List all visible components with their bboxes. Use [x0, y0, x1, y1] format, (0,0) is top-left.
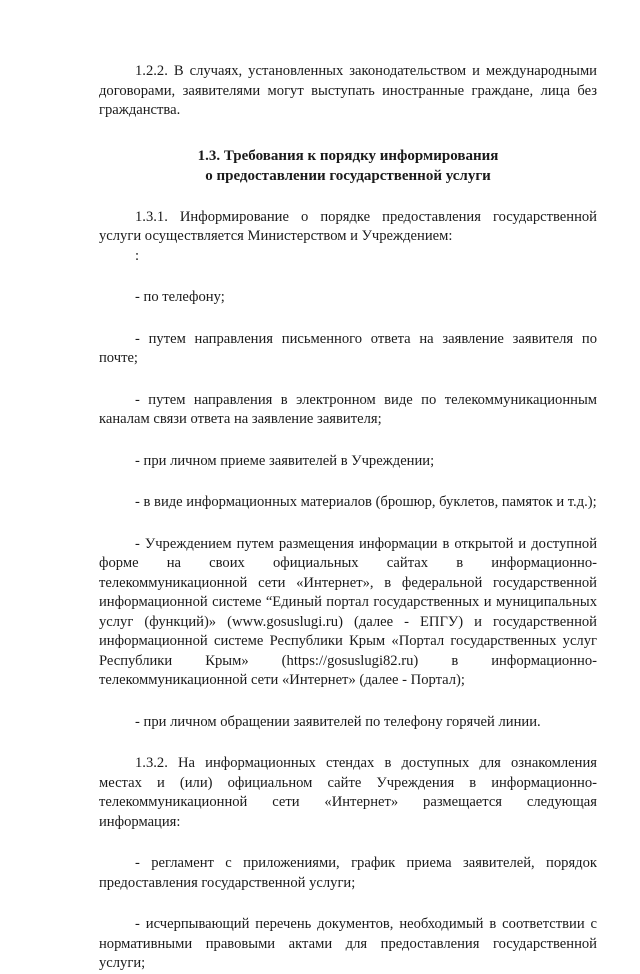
paragraph-1-3-2: 1.3.2. На информационных стендах в доступных для ознакомления местах и (или) официальном сайте Учреждения в информационно-телекоммуникационной сети «Интернет» размещается следующая информация: — [99, 755, 597, 830]
list-item-info-materials: - в виде информационных материалов (брошюр, буклетов, памяток и т.д.); — [135, 494, 597, 510]
list-item-document-list: - исчерпывающий перечень документов, необходимый в соответствии с нормативными правовыми актами для предоставления государственной услуги; — [99, 916, 597, 971]
section-heading-line-2: о предоставлении государственной услуги — [205, 167, 491, 184]
paragraph-1-2-2: 1.2.2. В случаях, установленных законодательством и международными договорами, заявителями могут выступать иностранные граждане, лица без гражданства. — [99, 63, 597, 118]
paragraph-1-3-1: 1.3.1. Информирование о порядке предоставления государственной услуги осуществляется Министерством и Учреждением: — [99, 208, 597, 244]
colon-line: : — [135, 247, 140, 264]
section-heading — [99, 146, 597, 186]
list-item-regulation: - регламент с приложениями, график приема заявителей, порядок предоставления государственной услуги; — [99, 855, 597, 891]
list-item-personal-reception: - при личном приеме заявителей в Учреждении; — [135, 452, 435, 469]
list-item-written-reply: - путем направления письменного ответа на заявление заявителя по почте; — [99, 330, 597, 366]
section-heading-line-1: 1.3. Требования к порядку информирования — [197, 147, 499, 164]
list-item-websites: - Учреждением путем размещения информации в открытой и доступной форме на своих официальных сайтах в информационно-телекоммуникационной сети «Интернет», в федеральной государственной информационной системе “Единый портал государственных и муниципальных услуг (функций)» (www.gosuslugi.ru) (далее - ЕПГУ) и государственной информационной системе Республики Крым «Портал государственных услуг Республики Крым» (https://gosuslugi82.ru) в информационно-телекоммуникационной сети «Интернет» (далее - Портал); — [99, 535, 597, 688]
list-item-electronic-reply: - путем направления в электронном виде по телекоммуникационным каналам связи ответа на заявление заявителя; — [99, 391, 597, 427]
list-item-hotline: - при личном обращении заявителей по телефону горячей линии. — [135, 713, 541, 730]
list-item-phone: - по телефону; — [135, 289, 225, 305]
